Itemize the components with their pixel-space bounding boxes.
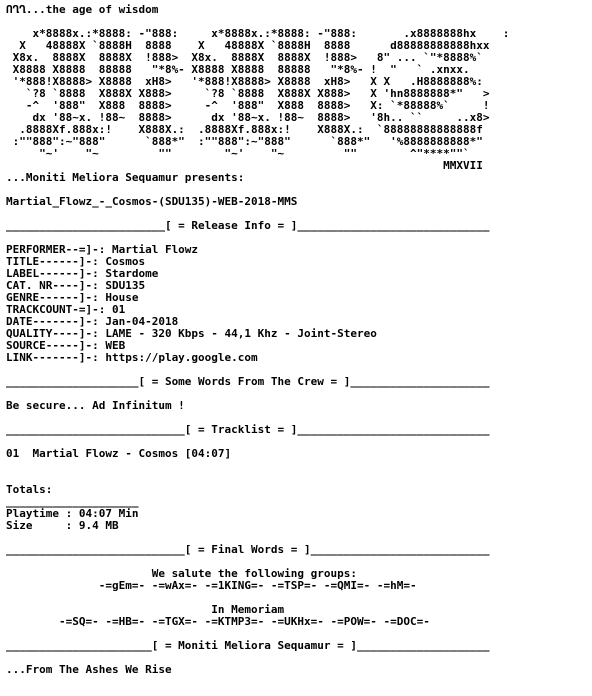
nfo-line: GENRE------]-: House <box>6 291 139 304</box>
nfo-line: QUALITY----]-: LAME - 320 Kbps - 44,1 Khz - Joint-Stereo <box>6 327 377 340</box>
nfo-line: -=SQ=- -=HB=- -=TGX=- -=KTMP3=- -=UKHx=- -=POW=- -=DOC=- <box>6 615 430 628</box>
nfo-line: Be secure... Ad Infinitum ! <box>6 399 185 412</box>
nfo-line: ______________________[ = Moniti Meliora Sequamur = ]____________________ <box>6 639 490 652</box>
nfo-line: '*888!X8888> X8888 xH8> '*888!X8888> X8888 xH8> X X .H8888888%: <box>6 75 483 88</box>
nfo-line: LABEL------]-: Stardome <box>6 267 159 280</box>
nfo-line: MMXVII <box>6 159 483 172</box>
nfo-line <box>6 472 592 484</box>
nfo-line: :""888":~"888" `888*" :""888":~"888" `888*" '%8888888888*" <box>6 135 483 148</box>
nfo-line <box>6 460 592 472</box>
nfo-line: LINK-------]-: https://play.google.com <box>6 351 258 364</box>
nfo-line: CAT. NR----]-: SDU135 <box>6 279 146 292</box>
nfo-line: Size : 9.4 MB <box>6 519 119 532</box>
nfo-line: ...Moniti Meliora Sequamur presents: <box>6 171 245 184</box>
nfo-line: dx '88~x. !88~ 8888> dx '88~x. !88~ 8888> '8h.. `` ..x8> <box>6 111 490 124</box>
nfo-line: .8888Xf.888x:! X888X.: .8888Xf.888x:! X888X.: `88888888888888f <box>6 123 483 136</box>
nfo-line: Martial_Flowz_-_Cosmos-(SDU135)-WEB-2018-MMS <box>6 195 298 208</box>
nfo-line: PERFORMER--=]-: Martial Flowz <box>6 243 199 256</box>
nfo-line: "~' "~ "" "~' "~ "" ^"****""` <box>6 147 470 160</box>
nfo-line: X 48888X `8888H 8888 X 48888X `8888H 8888 d88888888888hxx <box>6 39 490 52</box>
nfo-line: `?8 `8888 X888X X888> `?8 `8888 X888X X888> X 'hn8888888*" > <box>6 87 490 100</box>
nfo-line: Totals: <box>6 483 53 496</box>
nfo-line: TRACKCOUNT-=]-: 01 <box>6 303 126 316</box>
nfo-line: X8888 X8888 88888 "*8%- X8888 X8888 88888 "*8%- ! " ` .xnxx. <box>6 63 470 76</box>
nfo-line: ...From The Ashes We Rise <box>6 663 172 676</box>
nfo-line: DATE-------]-: Jan-04-2018 <box>6 315 179 328</box>
nfo-line: ___________________________[ = Tracklist = ]_____________________________ <box>6 423 490 436</box>
nfo-line: -^ '888" X888 8888> -^ '888" X888 8888> X: `*88888%` ! <box>6 99 490 112</box>
nfo-line: X8x. 8888X 8888X !888> X8x. 8888X 8888X !888> 8" ... `"*8888%` <box>6 51 483 64</box>
nfo-line: ՈՂՂ...the age of wisdom <box>6 3 159 16</box>
nfo-line: x*8888x.:*8888: -"888: x*8888x.:*8888: -"888: .x8888888hx : <box>6 27 510 40</box>
nfo-line: ____________________ <box>6 495 139 508</box>
nfo-line: ________________________[ = Release Info = ]_____________________________ <box>6 219 490 232</box>
nfo-line: ___________________________[ = Final Words = ]___________________________ <box>6 543 490 556</box>
nfo-line: 01 Martial Flowz - Cosmos [04:07] <box>6 447 232 460</box>
nfo-line: Playtime : 04:07 Min <box>6 507 139 520</box>
nfo-line: We salute the following groups: <box>6 567 357 580</box>
nfo-line: In Memoriam <box>6 603 285 616</box>
nfo-line: TITLE------]-: Cosmos <box>6 255 146 268</box>
nfo-line: ____________________[ = Some Words From The Crew = ]_____________________ <box>6 375 490 388</box>
nfo-line: SOURCE-----]-: WEB <box>6 339 126 352</box>
nfo-line: -=gEm=- -=wAx=- -=1KING=- -=TSP=- -=QMI=- -=hM=- <box>6 579 417 592</box>
